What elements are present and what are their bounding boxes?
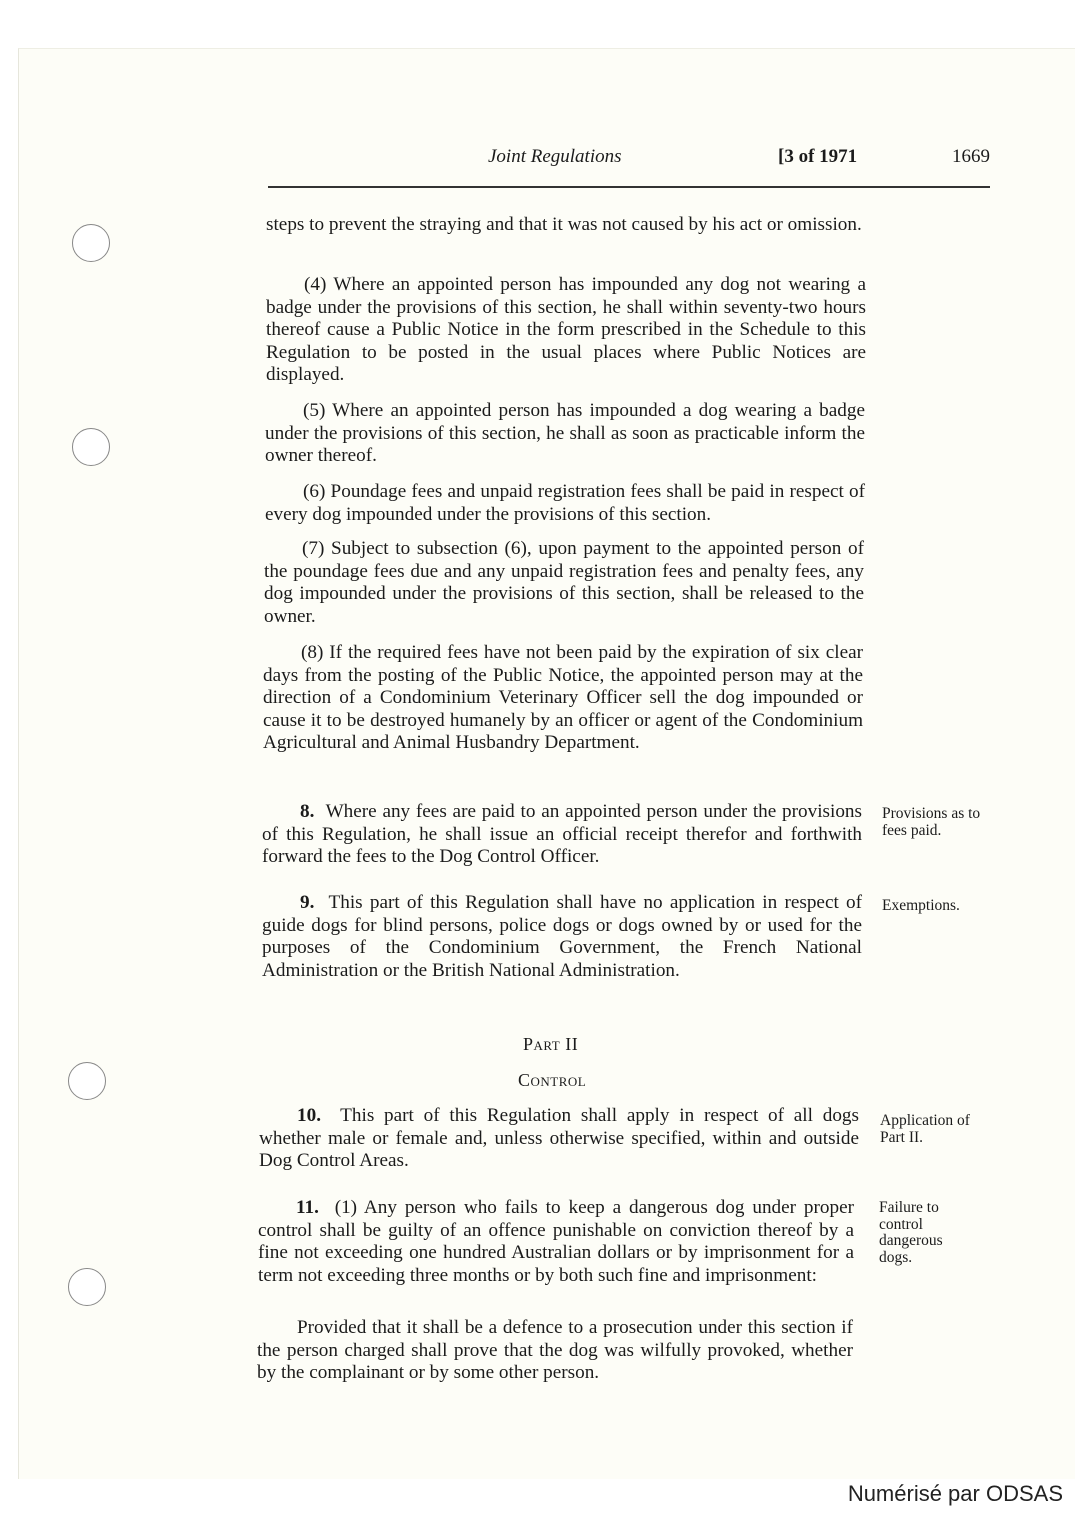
section-text: This part of this Regulation shall have no application in respect of guide dogs for blind persons, police dogs or dogs owned by or used for the purposes of the Condominium Government, the French National Administration or the British National Administration. (262, 892, 863, 981)
proviso: Provided that it shall be a defence to a prosecution under this section if the person charged shall prove that the dog was wilfully provoked, whether by the complainant or by some other person. (257, 1317, 853, 1384)
subsection-6: (6) Poundage fees and unpaid registration fees shall be paid in respect of every dog impounded under the provisions of this section. (265, 481, 865, 525)
page-number: 1669 (952, 146, 990, 167)
subsection-7: (7) Subject to subsection (6), upon payment to the appointed person of the poundage fees due and any unpaid registration fees and penalty fees, any dog impounded under the provisions of this section, shall be released to the owner. (264, 538, 864, 627)
section-number: 9. (300, 892, 315, 913)
punch-hole (68, 1268, 106, 1306)
regulation-reference: [3 of 1971 (778, 146, 858, 167)
section-text: This part of this Regulation shall apply in respect of all dogs whether male or female and, unless otherwise specified, within and outside Dog Control Areas. (259, 1105, 859, 1172)
section-11 (258, 1197, 854, 1287)
margin-note: Exemptions. (882, 897, 960, 914)
section-number: 10. (297, 1105, 321, 1126)
watermark: Numérisé par ODSAS (847, 1481, 1063, 1506)
subsection-5: (5) Where an appointed person has impounded a dog wearing a badge under the provisions of this section, he shall as soon as practicable inform the owner thereof. (265, 400, 865, 467)
section-8 (262, 801, 862, 869)
punch-hole (72, 428, 110, 466)
section-number: 8. (300, 801, 315, 822)
section-text: Where any fees are paid to an appointed person under the provisions of this Regulation, he shall issue an official receipt therefor and forthwith forward the fees to the Dog Control Officer. (262, 801, 862, 868)
section-number: 11. (296, 1197, 319, 1218)
margin-note: Failure to control dangerous dogs. (879, 1199, 943, 1266)
section-10 (259, 1105, 859, 1173)
subsection-4: (4) Where an appointed person has impounded any dog not wearing a badge under the provisions of this section, he shall within seventy-two hours thereof cause a Public Notice in the form prescribed in the Schedule to this Regulation to be posted in the usual places where Public Notices are displayed. (266, 274, 866, 386)
subsection-8: (8) If the required fees have not been paid by the expiration of six clear days from the posting of the Public Notice, the appointed person may at the direction of a Condominium Veterinary Officer sell the dog impounded or cause it to be destroyed humanely by an officer or agent of the Condominium Agricultural and Animal Husbandry Department. (263, 642, 863, 754)
paragraph-continuation: steps to prevent the straying and that it was not caused by his act or omission. (266, 214, 862, 235)
part-title: Control (518, 1070, 587, 1090)
punch-hole (68, 1062, 106, 1100)
section-9 (262, 892, 862, 982)
section-text: (1) Any person who fails to keep a dangerous dog under proper control shall be guilty of an offence punishable on conviction thereof by a fine not exceeding one hundred Australian dollars or by imprisonment for a term not exceeding three months or by both such fine and imprisonment: (258, 1197, 855, 1286)
margin-note: Provisions as to fees paid. (882, 805, 981, 839)
running-title: Joint Regulations (488, 146, 622, 167)
punch-hole (72, 224, 110, 262)
margin-note: Application of Part II. (880, 1112, 970, 1146)
header-rule (268, 186, 990, 188)
part-heading: Part II (523, 1034, 579, 1054)
